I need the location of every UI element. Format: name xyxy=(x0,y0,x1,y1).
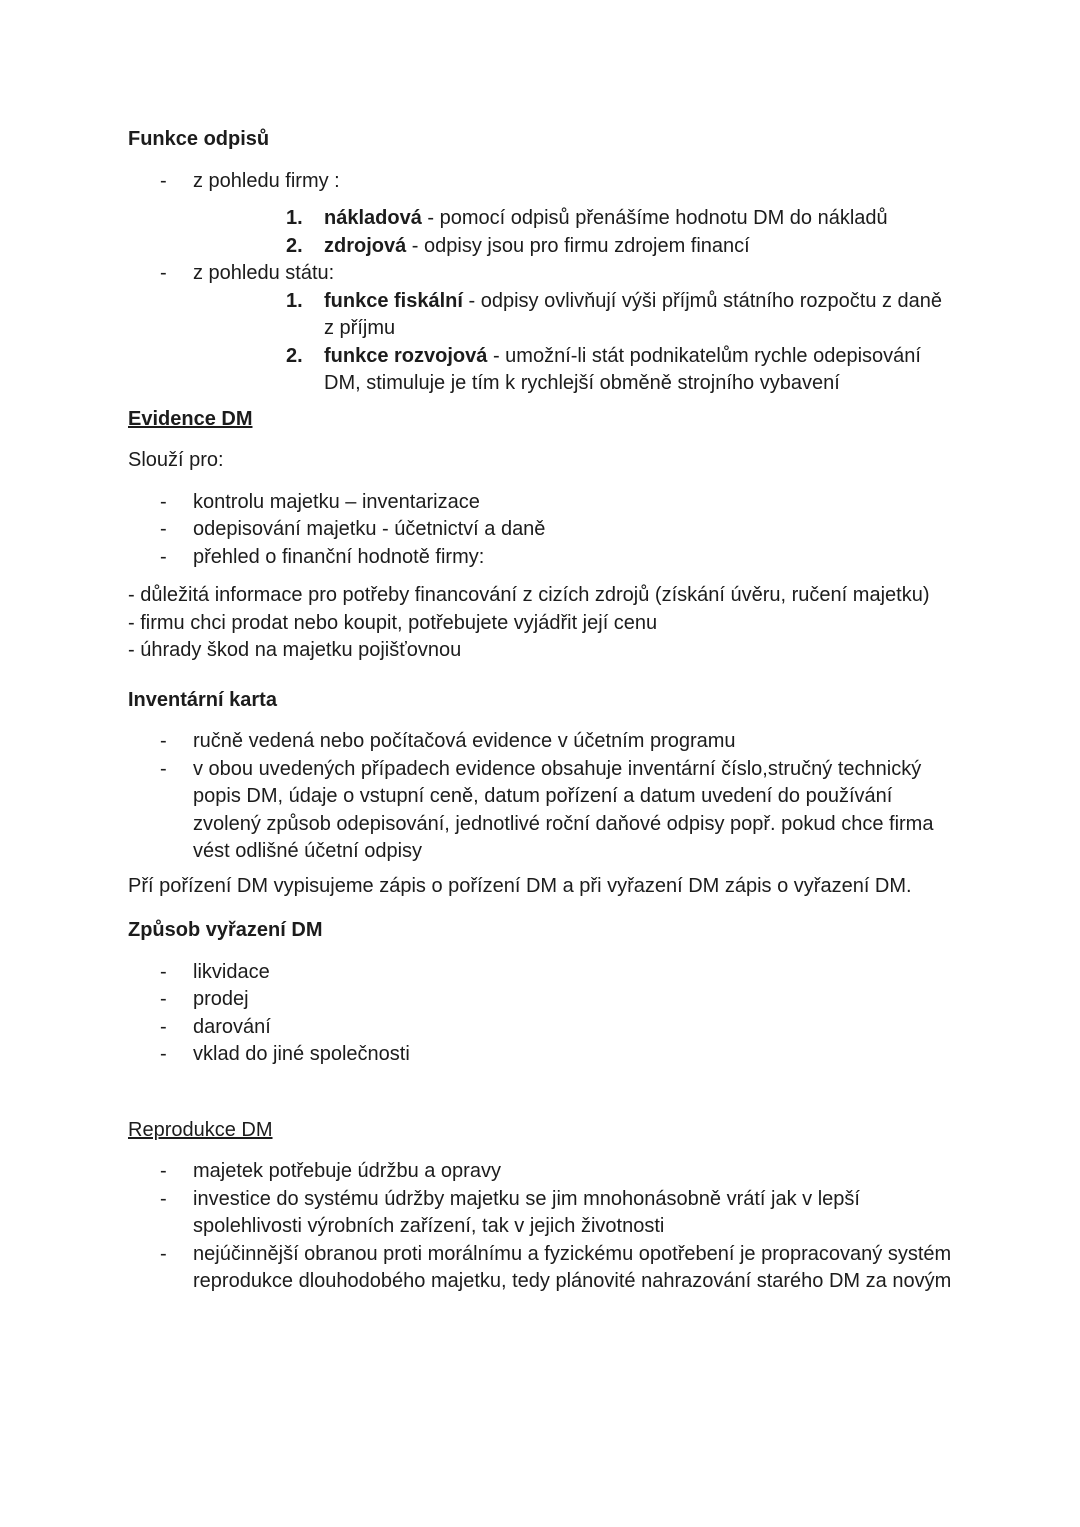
dash-marker: - xyxy=(160,262,167,284)
dash-marker: - xyxy=(160,988,167,1010)
list-item-text: v obou uvedených případech evidence obsahuje inventární číslo,stručný technický popis DM, údaje o vstupní ceně, datum pořízení a datum uvedení do používání zvolený způsob odepisování, jednotlivé roční daňové odpisy popř. pokud chce firma vést odlišné účetní odpisy xyxy=(193,757,934,862)
list-item xyxy=(128,1241,955,1296)
dash-marker: - xyxy=(160,1187,167,1210)
heading-zpusob-vyrazeni: Způsob vyřazení DM xyxy=(128,919,323,941)
list-item xyxy=(128,728,955,756)
item-term: funkce fiskální xyxy=(324,289,463,312)
heading-evidence-dm: Evidence DM xyxy=(128,407,253,430)
item-text: - pomocí odpisů přenášíme hodnotu DM do nákladů xyxy=(421,207,888,229)
item-number: 1. xyxy=(286,289,303,312)
numbered-list-firma xyxy=(193,205,955,260)
list-item xyxy=(128,959,955,987)
heading-funkce-odpisu: Funkce odpisů xyxy=(128,128,270,150)
list-item-text: odepisování majetku - účetnictví a daně xyxy=(193,518,546,540)
list-item xyxy=(128,1014,955,1042)
bullet-list-reprodukce xyxy=(128,1158,955,1296)
dash-marker: - xyxy=(160,1160,167,1182)
list-item-text: prodej xyxy=(193,988,249,1010)
list-item xyxy=(128,756,955,866)
dash-marker: - xyxy=(160,490,167,513)
intro-paragraph: Slouží pro: xyxy=(128,449,224,471)
list-item-text: majetek potřebuje údržbu a opravy xyxy=(193,1160,501,1182)
list-item-text: nejúčinnější obranou proti morálnímu a fyzickému opotřebení je propracovaný systém reprodukce dlouhodobého majetku, tedy plánovité nahrazování starého DM za novým xyxy=(193,1242,952,1292)
list-item xyxy=(128,489,955,517)
numbered-item xyxy=(193,288,955,343)
dash-marker: - xyxy=(160,545,167,568)
dash-marker: - xyxy=(160,1043,167,1065)
item-text: - odpisy ovlivňují výši příjmů státního rozpočtu z daně z příjmu xyxy=(324,289,943,339)
heading-inventarni-karta: Inventární karta xyxy=(128,688,277,711)
list-item-text: vklad do jiné společnosti xyxy=(193,1043,410,1065)
list-item-text: z pohledu státu: xyxy=(193,262,335,284)
dash-marker: - xyxy=(160,960,167,983)
list-item xyxy=(128,1158,955,1186)
item-number: 2. xyxy=(286,234,303,257)
numbered-item xyxy=(193,233,955,261)
dash-marker: - xyxy=(160,730,167,752)
item-number: 2. xyxy=(286,344,303,367)
dash-marker: - xyxy=(160,757,167,780)
bullet-list-inventarni xyxy=(128,728,955,866)
bullet-list-funkce xyxy=(128,168,955,398)
item-text: - umožní-li stát podnikatelům rychle odepisování DM, stimuluje je tím k rychlejší obměně strojního vybavení xyxy=(324,344,921,394)
bullet-list-vyrazeni xyxy=(128,959,955,1069)
dash-paragraph: - důležitá informace pro potřeby financování z cizích zdrojů (získání úvěru, ručení majetku) xyxy=(128,584,930,606)
numbered-list-stat xyxy=(193,288,955,398)
numbered-item xyxy=(193,343,955,398)
dash-marker: - xyxy=(160,169,167,192)
list-item xyxy=(128,1186,955,1241)
list-item-text: z pohledu firmy : xyxy=(193,169,340,192)
dash-paragraph: - úhrady škod na majetku pojišťovnou xyxy=(128,639,462,661)
bullet-list-evidence xyxy=(128,489,955,572)
list-item xyxy=(128,516,955,544)
item-term: funkce rozvojová xyxy=(324,344,488,367)
list-item-text: kontrolu majetku – inventarizace xyxy=(193,490,480,513)
dash-marker: - xyxy=(160,1242,167,1265)
list-item-text: darování xyxy=(193,1015,271,1038)
item-text: - odpisy jsou pro firmu zdrojem financí xyxy=(406,234,750,257)
dash-paragraph: - firmu chci prodat nebo koupit, potřebujete vyjádřit její cenu xyxy=(128,611,658,634)
item-term: nákladová xyxy=(324,207,422,229)
list-item-text: likvidace xyxy=(193,960,270,983)
list-item xyxy=(128,1041,955,1069)
item-term: zdrojová xyxy=(324,234,407,257)
list-item xyxy=(128,986,955,1014)
dash-marker: - xyxy=(160,1015,167,1038)
dash-marker: - xyxy=(160,518,167,540)
list-item xyxy=(128,544,955,572)
list-item xyxy=(128,260,955,398)
item-number: 1. xyxy=(286,207,303,229)
list-item xyxy=(128,168,955,261)
numbered-item xyxy=(193,205,955,233)
body-paragraph: Pří pořízení DM vypisujeme zápis o pořízení DM a při vyřazení DM zápis o vyřazení DM. xyxy=(128,874,912,897)
list-item-text: investice do systému údržby majetku se jim mnohonásobně vrátí jak v lepší spolehlivosti výrobních zařízení, tak v jejich životnosti xyxy=(193,1187,860,1237)
list-item-text: ručně vedená nebo počítačová evidence v účetním programu xyxy=(193,730,736,752)
heading-reprodukce-dm: Reprodukce DM xyxy=(128,1118,273,1141)
list-item-text: přehled o finanční hodnotě firmy: xyxy=(193,545,485,568)
